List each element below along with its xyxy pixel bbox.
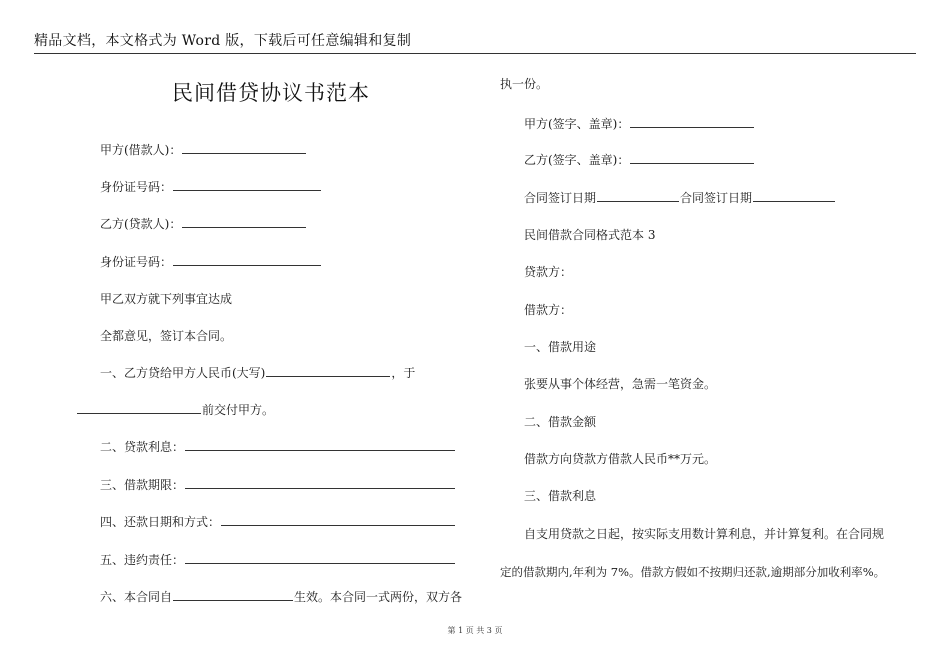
item-1-suffix: ，于 bbox=[391, 366, 416, 380]
section-2-heading: 二、借款金额 bbox=[524, 415, 597, 429]
lender-label: 贷款方： bbox=[524, 265, 573, 279]
sign-date-blank-1 bbox=[597, 190, 679, 202]
sign-a-blank bbox=[630, 116, 754, 128]
document-title: 民间借贷协议书范本 bbox=[172, 81, 370, 105]
liability-blank bbox=[185, 552, 455, 564]
sign-date-label-1: 合同签订日期 bbox=[524, 191, 597, 205]
sign-a-line bbox=[524, 116, 755, 132]
section-3-heading: 三、借款利息 bbox=[524, 489, 597, 503]
item-1-continuation bbox=[76, 402, 274, 418]
borrower-label: 借款方： bbox=[524, 303, 573, 317]
item-4-line bbox=[100, 514, 456, 530]
section-1-text: 张要从事个体经营，急需一笔资金。 bbox=[524, 377, 717, 391]
party-a-blank bbox=[182, 142, 306, 154]
loan-amount-blank bbox=[266, 365, 390, 377]
item-6-line bbox=[100, 589, 462, 605]
party-a-line bbox=[100, 142, 307, 158]
sign-b-line bbox=[524, 152, 755, 168]
item-2-label: 二、贷款利息： bbox=[100, 440, 185, 454]
item-4-label: 四、还款日期和方式： bbox=[100, 515, 221, 529]
party-b-label: 乙方(贷款人)： bbox=[100, 217, 182, 231]
section-3-text-2: 定的借款期内,年利为 7%。借款方假如不按期归还款,逾期部分加收利率%。 bbox=[500, 565, 886, 579]
sign-date-label-2: 合同签订日期 bbox=[680, 191, 753, 205]
interest-blank bbox=[185, 439, 455, 451]
item-1-end: 前交付甲方。 bbox=[202, 403, 275, 417]
sign-b-label: 乙方(签字、盖章)： bbox=[524, 153, 630, 167]
item-5-line bbox=[100, 552, 456, 568]
id-b-blank bbox=[173, 254, 321, 266]
document-header: 精品文档，本文格式为 Word 版，下载后可任意编辑和复制 bbox=[34, 33, 412, 49]
sample-3-heading: 民间借款合同格式范本 3 bbox=[524, 228, 656, 242]
sign-date-line bbox=[524, 190, 836, 206]
effective-date-blank bbox=[173, 589, 293, 601]
repayment-blank bbox=[221, 514, 455, 526]
item-3-label: 三、借款期限： bbox=[100, 478, 185, 492]
id-a-line bbox=[100, 179, 322, 195]
section-1-heading: 一、借款用途 bbox=[524, 340, 597, 354]
party-b-blank bbox=[182, 216, 306, 228]
sign-a-label: 甲方(签字、盖章)： bbox=[524, 117, 630, 131]
sign-date-blank-2 bbox=[753, 190, 835, 202]
delivery-date-blank bbox=[77, 402, 201, 414]
id-b-label: 身份证号码： bbox=[100, 255, 173, 269]
hold-copy-text: 执一份。 bbox=[500, 77, 549, 91]
id-a-blank bbox=[173, 179, 321, 191]
item-3-line bbox=[100, 477, 456, 493]
term-blank bbox=[185, 477, 455, 489]
id-b-line bbox=[100, 254, 322, 270]
item-6-label: 六、本合同自 bbox=[100, 590, 173, 604]
page-footer: 第 1 页 共 3 页 bbox=[447, 626, 503, 635]
item-2-line bbox=[100, 439, 456, 455]
agreement-text-2: 全都意见，签订本合同。 bbox=[100, 329, 233, 343]
header-divider bbox=[34, 53, 916, 54]
item-1-label: 一、乙方贷给甲方人民币(大写) bbox=[100, 366, 266, 380]
item-1-line bbox=[100, 365, 415, 381]
section-3-text-1: 自支用贷款之日起，按实际支用数计算利息，并计算复利。在合同规 bbox=[524, 527, 885, 541]
id-a-label: 身份证号码： bbox=[100, 180, 173, 194]
item-5-label: 五、违约责任： bbox=[100, 553, 185, 567]
party-b-line bbox=[100, 216, 307, 232]
sign-b-blank bbox=[630, 152, 754, 164]
agreement-text-1: 甲乙双方就下列事宜达成 bbox=[100, 292, 233, 306]
item-6-text: 生效。本合同一式两份，双方各 bbox=[294, 590, 463, 604]
section-2-text: 借款方向贷款方借款人民币**万元。 bbox=[524, 452, 717, 466]
party-a-label: 甲方(借款人)： bbox=[100, 143, 182, 157]
